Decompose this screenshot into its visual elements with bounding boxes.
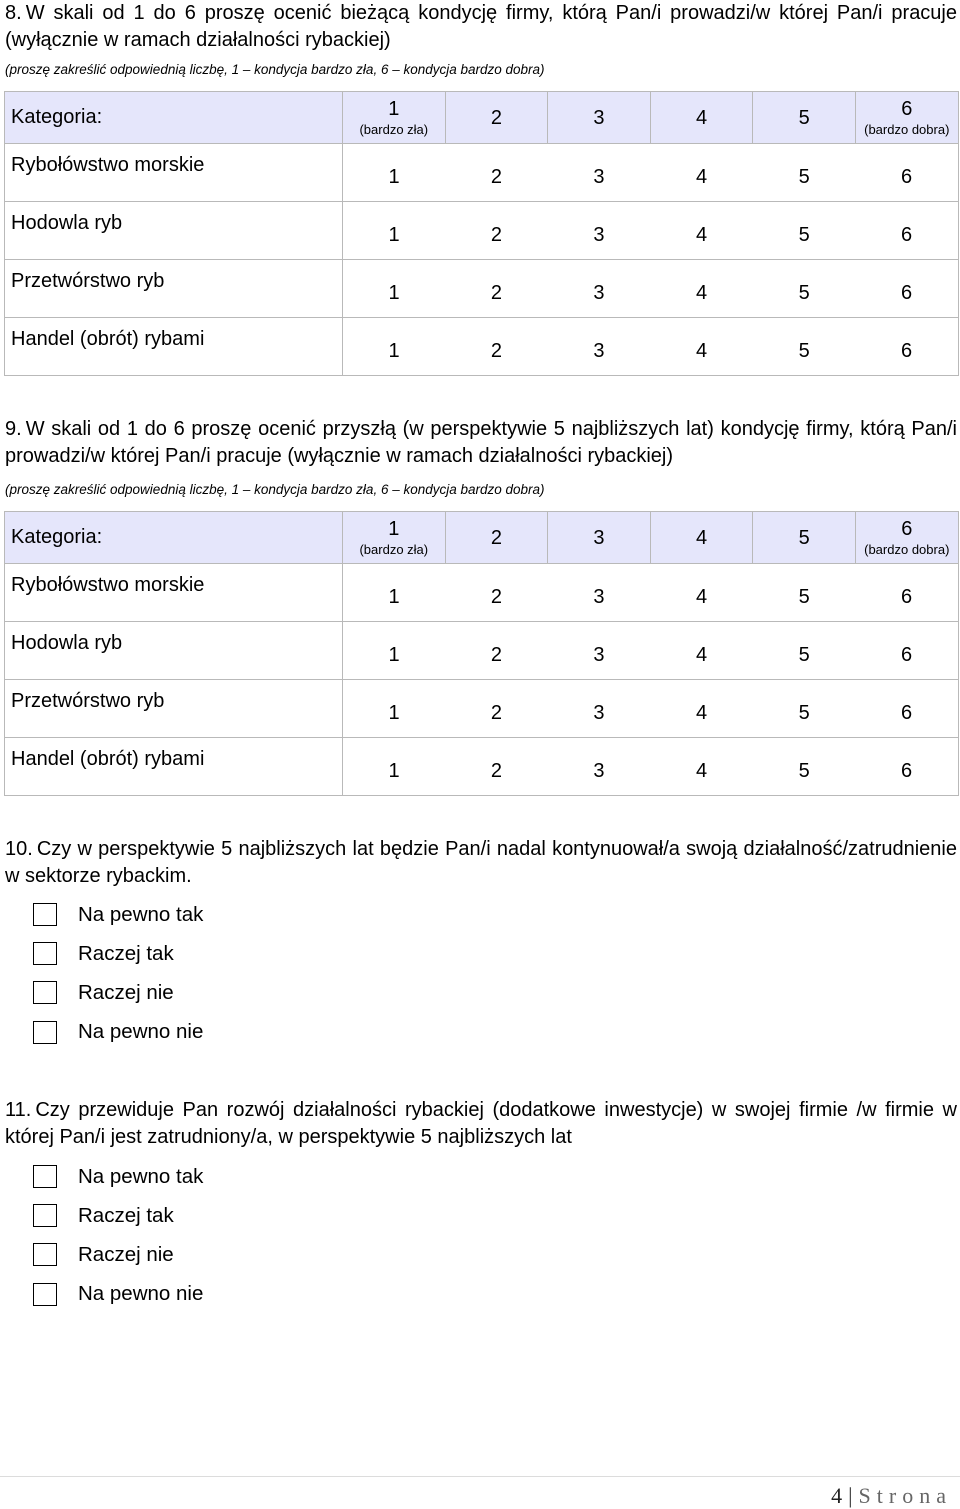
option-item[interactable] — [33, 1013, 203, 1052]
score-option[interactable]: 6 — [855, 622, 958, 680]
category-header: Kategoria: — [5, 92, 343, 144]
row-label: Hodowla ryb — [5, 622, 343, 680]
table-row — [5, 738, 959, 796]
question-11 — [5, 1097, 957, 1151]
row-label: Rybołówstwo morskie — [5, 144, 343, 202]
score-option[interactable]: 2 — [445, 738, 548, 796]
score-option[interactable]: 4 — [650, 144, 753, 202]
option-item[interactable] — [33, 1196, 203, 1235]
score-option[interactable]: 1 — [343, 564, 446, 622]
score-option[interactable]: 3 — [548, 202, 651, 260]
score-option[interactable]: 4 — [650, 738, 753, 796]
score-option[interactable]: 3 — [548, 564, 651, 622]
question-number: 9. — [5, 418, 22, 440]
score-option[interactable]: 5 — [753, 738, 856, 796]
score-option[interactable]: 2 — [445, 260, 548, 318]
score-header-2: 2 — [445, 92, 548, 144]
score-header-4: 4 — [650, 512, 753, 564]
checkbox[interactable] — [33, 981, 57, 1004]
footer-divider — [0, 1476, 960, 1477]
option-label: Na pewno tak — [78, 902, 204, 926]
score-option[interactable]: 2 — [445, 680, 548, 738]
footer-word: Strona — [858, 1483, 952, 1508]
score-header-3: 3 — [548, 92, 651, 144]
checkbox[interactable] — [33, 1243, 57, 1266]
option-label: Raczej nie — [78, 1242, 174, 1266]
question-text: Czy w perspektywie 5 najbliższych lat będzie Pan/i nadal kontynuował/a swoją działalność/zatrudnienie w sektorze rybackim. — [5, 838, 957, 887]
option-label: Raczej tak — [78, 941, 174, 965]
row-label: Rybołówstwo morskie — [5, 564, 343, 622]
table-row — [5, 622, 959, 680]
score-option[interactable]: 2 — [445, 202, 548, 260]
score-option[interactable]: 2 — [445, 564, 548, 622]
score-option[interactable]: 4 — [650, 202, 753, 260]
score-option[interactable]: 2 — [445, 318, 548, 376]
row-label: Przetwórstwo ryb — [5, 260, 343, 318]
score-header-4: 4 — [650, 92, 753, 144]
options-list — [33, 1157, 203, 1314]
question-text: W skali od 1 do 6 proszę ocenić bieżącą kondycję firmy, którą Pan/i prowadzi/w której Pan/i pracuje (wyłącznie w ramach działalności rybackiej) — [5, 2, 957, 51]
option-label: Raczej tak — [78, 1203, 174, 1227]
score-option[interactable]: 1 — [343, 318, 446, 376]
score-header-5: 5 — [753, 92, 856, 144]
category-header: Kategoria: — [5, 512, 343, 564]
score-option[interactable]: 5 — [753, 680, 856, 738]
option-item[interactable] — [33, 973, 203, 1012]
row-label: Hodowla ryb — [5, 202, 343, 260]
table-row — [5, 202, 959, 260]
question-number: 11. — [5, 1099, 32, 1121]
table-row — [5, 680, 959, 738]
row-label: Handel (obrót) rybami — [5, 318, 343, 376]
score-header-3: 3 — [548, 512, 651, 564]
score-option[interactable]: 5 — [753, 622, 856, 680]
score-option[interactable]: 5 — [753, 202, 856, 260]
score-option[interactable]: 4 — [650, 318, 753, 376]
score-option[interactable]: 1 — [343, 144, 446, 202]
score-option[interactable]: 3 — [548, 680, 651, 738]
score-option[interactable]: 6 — [855, 144, 958, 202]
checkbox[interactable] — [33, 903, 57, 926]
score-option[interactable]: 6 — [855, 318, 958, 376]
page-footer — [831, 1483, 952, 1509]
option-item[interactable] — [33, 895, 203, 934]
score-header-6: 6 (bardzo dobra) — [855, 512, 958, 564]
score-option[interactable]: 1 — [343, 260, 446, 318]
score-option[interactable]: 6 — [855, 738, 958, 796]
rating-table-future — [4, 511, 959, 796]
options-list — [33, 895, 203, 1052]
score-option[interactable]: 1 — [343, 680, 446, 738]
option-item[interactable] — [33, 934, 203, 973]
table-row — [5, 564, 959, 622]
question-text: Czy przewiduje Pan rozwój działalności rybackiej (dodatkowe inwestycje) w swojej firmie /w firmie w której Pan/i jest zatrudniony/a, w perspektywie 5 najbliższych lat — [5, 1099, 957, 1148]
option-item[interactable] — [33, 1275, 203, 1314]
score-option[interactable]: 3 — [548, 318, 651, 376]
table-row — [5, 260, 959, 318]
table-row — [5, 318, 959, 376]
score-option[interactable]: 6 — [855, 680, 958, 738]
score-option[interactable]: 3 — [548, 144, 651, 202]
checkbox[interactable] — [33, 942, 57, 965]
score-option[interactable]: 4 — [650, 622, 753, 680]
question-text: W skali od 1 do 6 proszę ocenić przyszłą (w perspektywie 5 najbliższych lat) kondycję firmy, którą Pan/i prowadzi/w której Pan/i pracuje (wyłącznie w ramach działalności rybackiej) — [5, 418, 957, 467]
footer-separator: | — [848, 1483, 853, 1508]
question-number: 10. — [5, 838, 33, 860]
score-option[interactable]: 4 — [650, 260, 753, 318]
page-number: 4 — [831, 1483, 843, 1508]
question-10 — [5, 836, 957, 890]
score-option[interactable]: 1 — [343, 202, 446, 260]
score-option[interactable]: 6 — [855, 202, 958, 260]
option-label: Na pewno tak — [78, 1164, 204, 1188]
checkbox[interactable] — [33, 1283, 57, 1306]
score-option[interactable]: 5 — [753, 260, 856, 318]
question-8 — [5, 0, 957, 54]
row-label: Przetwórstwo ryb — [5, 680, 343, 738]
option-item[interactable] — [33, 1157, 203, 1196]
score-option[interactable]: 2 — [445, 622, 548, 680]
score-option[interactable]: 3 — [548, 622, 651, 680]
option-label: Raczej nie — [78, 980, 174, 1004]
score-option[interactable]: 4 — [650, 680, 753, 738]
score-header-1: 1 (bardzo zła) — [343, 92, 446, 144]
checkbox[interactable] — [33, 1165, 57, 1188]
score-option[interactable]: 4 — [650, 564, 753, 622]
score-option[interactable]: 2 — [445, 144, 548, 202]
option-label: Na pewno nie — [78, 1282, 204, 1306]
score-option[interactable]: 5 — [753, 144, 856, 202]
score-header-2: 2 — [445, 512, 548, 564]
score-option[interactable]: 1 — [343, 738, 446, 796]
score-option[interactable]: 5 — [753, 318, 856, 376]
rating-table-current — [4, 91, 959, 376]
question-9 — [5, 416, 957, 470]
checkbox[interactable] — [33, 1021, 57, 1044]
question-number: 8. — [5, 2, 22, 24]
question-hint: (proszę zakreślić odpowiednią liczbę, 1 – kondycja bardzo zła, 6 – kondycja bardzo dobra) — [5, 482, 545, 497]
option-label: Na pewno nie — [78, 1020, 204, 1044]
table-row — [5, 144, 959, 202]
row-label: Handel (obrót) rybami — [5, 738, 343, 796]
score-header-6: 6 (bardzo dobra) — [855, 92, 958, 144]
score-option[interactable]: 6 — [855, 564, 958, 622]
score-header-5: 5 — [753, 512, 856, 564]
score-option[interactable]: 6 — [855, 260, 958, 318]
question-hint: (proszę zakreślić odpowiednią liczbę, 1 – kondycja bardzo zła, 6 – kondycja bardzo dobra) — [5, 62, 545, 77]
score-option[interactable]: 5 — [753, 564, 856, 622]
checkbox[interactable] — [33, 1204, 57, 1227]
option-item[interactable] — [33, 1235, 203, 1274]
score-option[interactable]: 3 — [548, 260, 651, 318]
score-option[interactable]: 3 — [548, 738, 651, 796]
score-header-1: 1 (bardzo zła) — [343, 512, 446, 564]
score-option[interactable]: 1 — [343, 622, 446, 680]
